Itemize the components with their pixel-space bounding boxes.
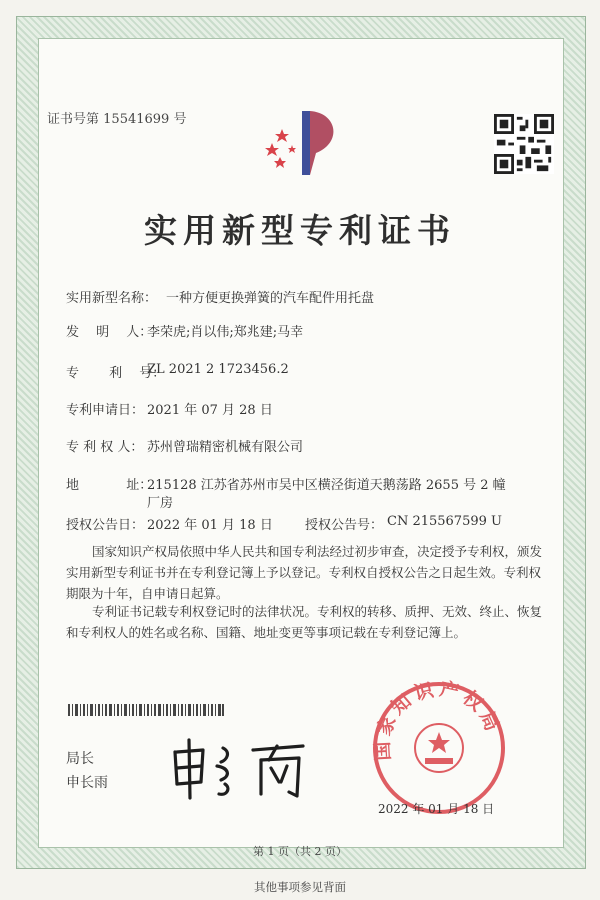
filing-date-label: 专利申请日：: [66, 403, 145, 418]
certificate-number-value: 15541699: [103, 112, 170, 127]
patentee-label: 专 利 权 人：: [66, 440, 144, 455]
official-seal: [369, 678, 509, 818]
handwritten-signature: [165, 738, 315, 800]
seal-date: 2022 年 01 月 18 日: [378, 802, 495, 816]
back-note: 其他事项参见背面: [254, 880, 346, 894]
seal-text: 国家知识产权局: [371, 678, 505, 762]
logo-star: [288, 145, 296, 153]
filing-date: 2021 年 07 月 28 日: [147, 403, 273, 418]
patentee: 苏州曾瑞精密机械有限公司: [147, 440, 304, 455]
inventor-label: 发 明 人：: [66, 325, 153, 340]
emblem-star: [428, 732, 450, 753]
emblem-gate: [425, 758, 453, 764]
director-title: 局长: [66, 751, 94, 767]
logo-star: [265, 143, 279, 156]
page-number: 第 1 页（共 2 页）: [253, 845, 347, 858]
barcode: [68, 704, 224, 716]
certificate-title: 实用新型专利证书: [144, 211, 456, 250]
logo-star: [274, 157, 286, 168]
grant-statement: 国家知识产权局依照中华人民共和国专利法经过初步审查，决定授予专利权，颁发实用新型专利证书并在专利登记簿上予以登记。专利权自授权公告之日起生效。专利权期限为十年，自申请日起算。: [66, 544, 543, 601]
address-line-2: 厂房: [147, 496, 174, 511]
logo-mark-blue: [302, 111, 310, 175]
grant-number-label: 授权公告号：: [305, 518, 384, 533]
utility-model-name-label: 实用新型名称：: [66, 291, 158, 306]
patent-number-label: 专 利 号：: [66, 366, 166, 381]
certificate-number: [47, 108, 186, 127]
legal-status-statement: 专利证书记载专利权登记时的法律状况。专利权的转移、质押、无效、终止、恢复和专利权人的姓名或名称、国籍、地址变更等事项记载在专利登记簿上。: [66, 604, 543, 640]
grant-date-label: 授权公告日：: [66, 518, 145, 533]
grant-number: CN 215567599 U: [387, 514, 502, 529]
certificate-number-label: 证书号第: [47, 112, 100, 127]
utility-model-name: 一种方便更换弹簧的汽车配件用托盘: [166, 291, 375, 306]
qr-code: [494, 114, 554, 174]
cnipa-logo: [258, 103, 348, 183]
certificate-number-suffix: 号: [173, 112, 187, 127]
logo-mark-red: [310, 111, 333, 175]
inventors: 李荣虎;肖以伟;郑兆建;马幸: [147, 325, 304, 340]
logo-star: [275, 129, 289, 142]
address-label: 地 址：: [66, 478, 153, 493]
address-line-1: 215128 江苏省苏州市吴中区横泾街道天鹅荡路 2655 号 2 幢: [147, 478, 506, 493]
patent-number: ZL 2021 2 1723456.2: [147, 362, 289, 377]
grant-date: 2022 年 01 月 18 日: [147, 518, 273, 533]
director-name: 申长雨: [66, 775, 108, 791]
